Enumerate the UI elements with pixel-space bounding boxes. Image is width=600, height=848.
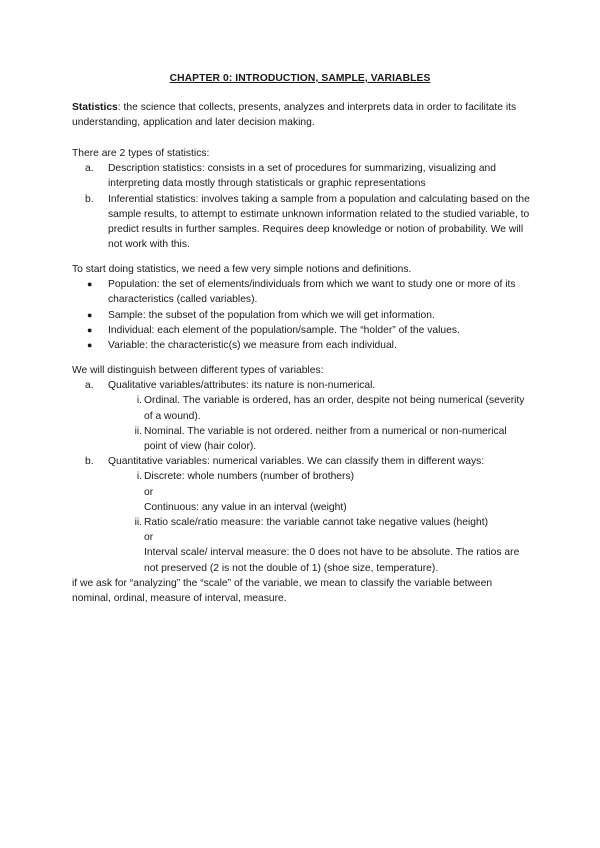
- bullet-icon: ●: [87, 340, 93, 351]
- list-item-text: Interval scale/ interval measure: the 0 does not have to be absolute. The ratios are not preserved (2 is not the double of 1) (shoe size, temperature).: [144, 547, 520, 574]
- bullet-icon: ●: [87, 324, 93, 335]
- chapter-title: CHAPTER 0: INTRODUCTION, SAMPLE, VARIABLES: [169, 73, 431, 84]
- notions-section: [72, 262, 530, 353]
- list-item-text: Ordinal. The variable is ordered, has an order, despite not being numerical (severity of a wound).: [144, 395, 525, 422]
- list-item: [72, 424, 530, 454]
- list-item: [72, 323, 530, 338]
- list-item: [72, 161, 530, 191]
- list-item-text: Population: the set of elements/individuals from which we want to study one or more of its characteristics (called variables).: [108, 279, 516, 306]
- list-item-text: Inferential statistics: involves taking a sample from a population and calculating based on the sample results, to attempt to estimate unknown information related to the studied variable, to predict results in further samples. Requires deep knowledge or notion of probability. We will not work with this.: [108, 193, 530, 251]
- variable-types-section: [72, 363, 530, 606]
- list-marker: a.: [85, 380, 94, 392]
- list-marker: b.: [85, 456, 94, 468]
- list-item-text: Ratio scale/ratio measure: the variable cannot take negative values (height): [144, 517, 488, 529]
- list-item: [72, 454, 530, 469]
- list-item: [72, 393, 530, 423]
- list-item-text: Discrete: whole numbers (number of brothers): [144, 471, 355, 483]
- list-item-text: Individual: each element of the population/sample. The “holder” of the values.: [108, 324, 460, 336]
- definition-term: Statistics: [72, 102, 118, 113]
- list-item-text: Qualitative variables/attributes: its nature is non-numerical.: [108, 380, 376, 392]
- definition-paragraph: [72, 100, 530, 130]
- list-item: [72, 338, 530, 353]
- list-item: [72, 308, 530, 323]
- or-text: or: [144, 486, 154, 498]
- list-item-text: Nominal. The variable is not ordered. neither from a numerical or non-numerical point of view (hair color).: [144, 425, 507, 453]
- list-item-text: Sample: the subset of the population from which we will get information.: [108, 309, 435, 321]
- definition-text: : the science that collects, presents, analyzes and interprets data in order to facilitate its understanding, application and later decision making.: [72, 102, 517, 129]
- statistics-types-section: [72, 146, 530, 252]
- list-item: [72, 192, 530, 253]
- variables-intro: We will distinguish between different types of variables:: [72, 365, 324, 376]
- list-item-text: Quantitative variables: numerical variables. We can classify them in different ways:: [108, 456, 485, 468]
- conclusion-paragraph: if we ask for “analyzing” the “scale” of the variable, we mean to classify the variable between nominal, ordinal, measure of interval, measure.: [72, 577, 493, 605]
- list-item: [72, 378, 530, 393]
- list-item-text: Continuous: any value in an interval (weight): [144, 501, 347, 513]
- list-item: [72, 515, 530, 530]
- bullet-icon: ●: [87, 279, 93, 290]
- list-item: [72, 469, 530, 484]
- bullet-icon: ●: [87, 309, 93, 320]
- or-text: or: [144, 532, 154, 544]
- list-marker: i.: [136, 395, 142, 407]
- notions-intro: To start doing statistics, we need a few very simple notions and definitions.: [72, 264, 412, 275]
- types-intro: There are 2 types of statistics:: [72, 148, 210, 159]
- list-item: [72, 277, 530, 307]
- list-marker: ii.: [134, 425, 142, 437]
- list-item-text: Variable: the characteristic(s) we measure from each individual.: [108, 340, 397, 352]
- list-marker: i.: [136, 471, 142, 483]
- list-marker: ii.: [134, 517, 142, 529]
- list-marker: a.: [85, 163, 94, 175]
- list-marker: b.: [85, 193, 94, 205]
- list-item-text: Description statistics: consists in a set of procedures for summarizing, visualizing and interpreting data mostly through statisticals or graphic representations: [108, 163, 497, 190]
